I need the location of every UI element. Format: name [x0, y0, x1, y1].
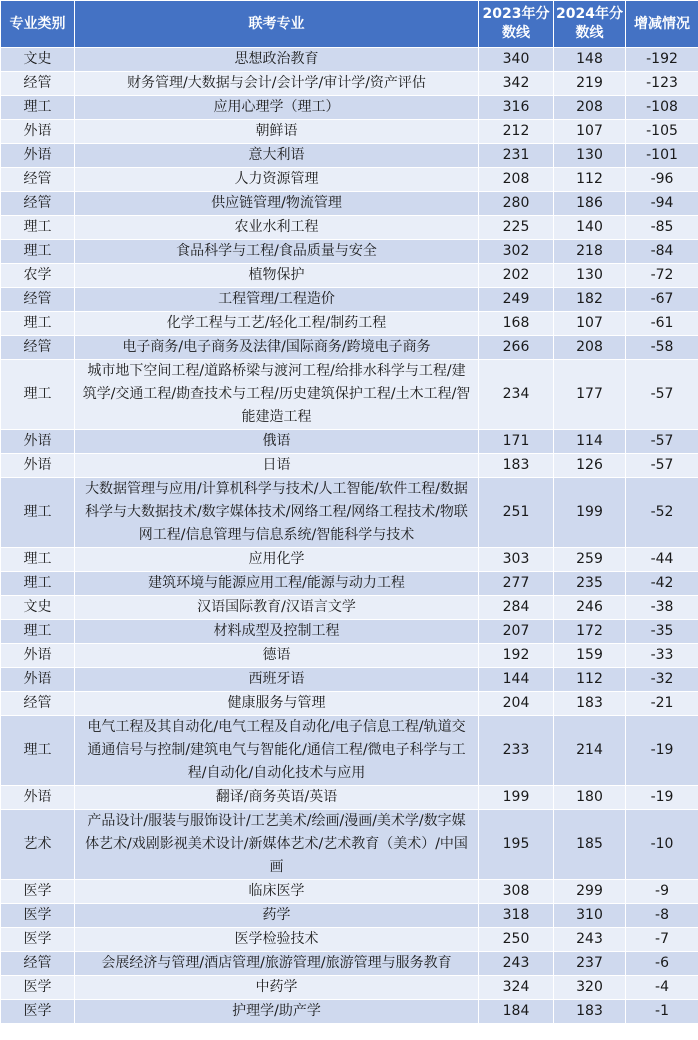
- cell-category: 外语: [1, 644, 75, 668]
- cell-category: 理工: [1, 478, 75, 548]
- cell-2024: 183: [554, 1000, 626, 1024]
- cell-2023: 233: [479, 716, 554, 786]
- cell-category: 理工: [1, 572, 75, 596]
- cell-2023: 231: [479, 144, 554, 168]
- header-change: 增减情况: [626, 1, 698, 48]
- table-row: [1, 96, 698, 120]
- cell-2023: 302: [479, 240, 554, 264]
- table-row: [1, 192, 698, 216]
- cell-2024: 235: [554, 572, 626, 596]
- cell-category: 经管: [1, 168, 75, 192]
- table-row: [1, 548, 698, 572]
- cell-change: -21: [626, 692, 698, 716]
- cell-2023: 202: [479, 264, 554, 288]
- cell-2023: 342: [479, 72, 554, 96]
- cell-category: 经管: [1, 692, 75, 716]
- table-row: [1, 810, 698, 880]
- table-row: [1, 716, 698, 786]
- cell-category: 理工: [1, 216, 75, 240]
- cell-2023: 183: [479, 454, 554, 478]
- cell-major: 材料成型及控制工程: [75, 620, 479, 644]
- cell-change: -52: [626, 478, 698, 548]
- cell-major: 西班牙语: [75, 668, 479, 692]
- cell-2024: 112: [554, 668, 626, 692]
- cell-2023: 234: [479, 360, 554, 430]
- cell-major: 翻译/商务英语/英语: [75, 786, 479, 810]
- cell-category: 医学: [1, 976, 75, 1000]
- cell-category: 经管: [1, 336, 75, 360]
- cell-2023: 208: [479, 168, 554, 192]
- header-row: [1, 1, 698, 48]
- cell-major: 日语: [75, 454, 479, 478]
- table-row: [1, 692, 698, 716]
- cell-category: 经管: [1, 952, 75, 976]
- cell-change: -42: [626, 572, 698, 596]
- cell-major: 应用心理学（理工）: [75, 96, 479, 120]
- cell-major: 药学: [75, 904, 479, 928]
- table-row: [1, 430, 698, 454]
- cell-major: 俄语: [75, 430, 479, 454]
- cell-change: -84: [626, 240, 698, 264]
- cell-2023: 251: [479, 478, 554, 548]
- cell-change: -35: [626, 620, 698, 644]
- cell-2024: 107: [554, 312, 626, 336]
- cell-change: -101: [626, 144, 698, 168]
- table-row: [1, 312, 698, 336]
- cell-2023: 284: [479, 596, 554, 620]
- cell-change: -19: [626, 786, 698, 810]
- cell-category: 理工: [1, 312, 75, 336]
- cell-category: 文史: [1, 596, 75, 620]
- cell-2024: 243: [554, 928, 626, 952]
- cell-change: -57: [626, 360, 698, 430]
- cell-major: 医学检验技术: [75, 928, 479, 952]
- cell-2023: 207: [479, 620, 554, 644]
- cell-major: 意大利语: [75, 144, 479, 168]
- cell-change: -123: [626, 72, 698, 96]
- table-body: [1, 48, 698, 1024]
- cell-2023: 212: [479, 120, 554, 144]
- cell-category: 经管: [1, 288, 75, 312]
- cell-category: 农学: [1, 264, 75, 288]
- table-row: [1, 786, 698, 810]
- cell-change: -94: [626, 192, 698, 216]
- table-row: [1, 216, 698, 240]
- cell-2024: 126: [554, 454, 626, 478]
- table-row: [1, 240, 698, 264]
- cell-change: -33: [626, 644, 698, 668]
- cell-major: 城市地下空间工程/道路桥梁与渡河工程/给排水科学与工程/建筑学/交通工程/勘查技术与工程/历史建筑保护工程/土木工程/智能建造工程: [75, 360, 479, 430]
- cell-category: 文史: [1, 48, 75, 72]
- table-row: [1, 336, 698, 360]
- cell-2024: 183: [554, 692, 626, 716]
- cell-2024: 208: [554, 336, 626, 360]
- cell-major: 产品设计/服装与服饰设计/工艺美术/绘画/漫画/美术学/数字媒体艺术/戏剧影视美术设计/新媒体艺术/艺术教育（美术）/中国画: [75, 810, 479, 880]
- cell-major: 电气工程及其自动化/电气工程及自动化/电子信息工程/轨道交通通信号与控制/建筑电气与智能化/通信工程/微电子科学与工程/自动化/自动化技术与应用: [75, 716, 479, 786]
- cell-change: -105: [626, 120, 698, 144]
- cell-2024: 159: [554, 644, 626, 668]
- cell-2023: 171: [479, 430, 554, 454]
- cell-2023: 144: [479, 668, 554, 692]
- cell-2024: 130: [554, 264, 626, 288]
- table-row: [1, 928, 698, 952]
- table-row: [1, 572, 698, 596]
- table-row: [1, 264, 698, 288]
- cell-change: -8: [626, 904, 698, 928]
- table-row: [1, 596, 698, 620]
- cell-change: -1: [626, 1000, 698, 1024]
- cell-2023: 303: [479, 548, 554, 572]
- cell-category: 艺术: [1, 810, 75, 880]
- cell-major: 电子商务/电子商务及法律/国际商务/跨境电子商务: [75, 336, 479, 360]
- cell-2024: 130: [554, 144, 626, 168]
- cell-2024: 112: [554, 168, 626, 192]
- cell-major: 财务管理/大数据与会计/会计学/审计学/资产评估: [75, 72, 479, 96]
- cell-change: -96: [626, 168, 698, 192]
- cell-2023: 192: [479, 644, 554, 668]
- table-row: [1, 478, 698, 548]
- cell-2024: 180: [554, 786, 626, 810]
- cell-change: -38: [626, 596, 698, 620]
- cell-2023: 308: [479, 880, 554, 904]
- cell-2023: 324: [479, 976, 554, 1000]
- cell-2024: 218: [554, 240, 626, 264]
- cell-major: 会展经济与管理/酒店管理/旅游管理/旅游管理与服务教育: [75, 952, 479, 976]
- table-row: [1, 976, 698, 1000]
- cell-2023: 225: [479, 216, 554, 240]
- cell-category: 理工: [1, 716, 75, 786]
- cell-change: -57: [626, 430, 698, 454]
- cell-category: 外语: [1, 430, 75, 454]
- cell-major: 食品科学与工程/食品质量与安全: [75, 240, 479, 264]
- cell-major: 供应链管理/物流管理: [75, 192, 479, 216]
- table-row: [1, 288, 698, 312]
- cell-category: 理工: [1, 620, 75, 644]
- cell-2024: 208: [554, 96, 626, 120]
- cell-2024: 172: [554, 620, 626, 644]
- cell-2024: 114: [554, 430, 626, 454]
- cell-2024: 237: [554, 952, 626, 976]
- cell-category: 医学: [1, 1000, 75, 1024]
- cell-2023: 184: [479, 1000, 554, 1024]
- header-2024: 2024年分数线: [554, 1, 626, 48]
- cell-category: 经管: [1, 192, 75, 216]
- cell-category: 医学: [1, 928, 75, 952]
- cell-change: -85: [626, 216, 698, 240]
- cell-change: -67: [626, 288, 698, 312]
- cell-major: 植物保护: [75, 264, 479, 288]
- table-row: [1, 904, 698, 928]
- cell-major: 化学工程与工艺/轻化工程/制药工程: [75, 312, 479, 336]
- cell-2024: 320: [554, 976, 626, 1000]
- cell-category: 理工: [1, 240, 75, 264]
- cell-major: 朝鲜语: [75, 120, 479, 144]
- cell-2023: 250: [479, 928, 554, 952]
- cell-change: -7: [626, 928, 698, 952]
- cell-category: 理工: [1, 360, 75, 430]
- cell-category: 理工: [1, 96, 75, 120]
- cell-category: 外语: [1, 668, 75, 692]
- cell-2024: 214: [554, 716, 626, 786]
- cell-category: 外语: [1, 454, 75, 478]
- cell-change: -9: [626, 880, 698, 904]
- cell-change: -108: [626, 96, 698, 120]
- table-row: [1, 620, 698, 644]
- cell-2023: 280: [479, 192, 554, 216]
- cell-major: 护理学/助产学: [75, 1000, 479, 1024]
- cell-2024: 182: [554, 288, 626, 312]
- cell-category: 医学: [1, 880, 75, 904]
- cell-2024: 185: [554, 810, 626, 880]
- cell-2024: 219: [554, 72, 626, 96]
- cell-2023: 243: [479, 952, 554, 976]
- cell-2024: 140: [554, 216, 626, 240]
- table-row: [1, 144, 698, 168]
- cell-major: 应用化学: [75, 548, 479, 572]
- cell-2023: 168: [479, 312, 554, 336]
- cell-change: -10: [626, 810, 698, 880]
- table-row: [1, 668, 698, 692]
- cell-category: 外语: [1, 786, 75, 810]
- cell-major: 农业水利工程: [75, 216, 479, 240]
- cell-change: -4: [626, 976, 698, 1000]
- cell-2023: 277: [479, 572, 554, 596]
- table-row: [1, 120, 698, 144]
- cell-major: 思想政治教育: [75, 48, 479, 72]
- table-row: [1, 1000, 698, 1024]
- cell-major: 健康服务与管理: [75, 692, 479, 716]
- cell-2024: 107: [554, 120, 626, 144]
- cell-2024: 199: [554, 478, 626, 548]
- cell-change: -6: [626, 952, 698, 976]
- cell-change: -192: [626, 48, 698, 72]
- cell-2023: 204: [479, 692, 554, 716]
- cell-major: 人力资源管理: [75, 168, 479, 192]
- cell-category: 医学: [1, 904, 75, 928]
- cell-change: -44: [626, 548, 698, 572]
- cell-2024: 246: [554, 596, 626, 620]
- cell-2023: 249: [479, 288, 554, 312]
- cell-2024: 186: [554, 192, 626, 216]
- table-row: [1, 880, 698, 904]
- cell-2023: 318: [479, 904, 554, 928]
- cell-category: 经管: [1, 72, 75, 96]
- cell-category: 理工: [1, 548, 75, 572]
- cell-major: 中药学: [75, 976, 479, 1000]
- cell-2024: 310: [554, 904, 626, 928]
- table-row: [1, 952, 698, 976]
- cell-major: 建筑环境与能源应用工程/能源与动力工程: [75, 572, 479, 596]
- table-row: [1, 644, 698, 668]
- cell-major: 汉语国际教育/汉语言文学: [75, 596, 479, 620]
- cell-2024: 148: [554, 48, 626, 72]
- cell-2023: 266: [479, 336, 554, 360]
- cell-change: -58: [626, 336, 698, 360]
- cell-change: -57: [626, 454, 698, 478]
- table-row: [1, 48, 698, 72]
- cell-change: -61: [626, 312, 698, 336]
- cell-2023: 316: [479, 96, 554, 120]
- header-2023: 2023年分数线: [479, 1, 554, 48]
- table-row: [1, 72, 698, 96]
- cell-2024: 259: [554, 548, 626, 572]
- cell-2023: 199: [479, 786, 554, 810]
- cell-change: -32: [626, 668, 698, 692]
- cell-2024: 299: [554, 880, 626, 904]
- cell-change: -72: [626, 264, 698, 288]
- table-row: [1, 360, 698, 430]
- cell-major: 工程管理/工程造价: [75, 288, 479, 312]
- cell-major: 德语: [75, 644, 479, 668]
- cell-change: -19: [626, 716, 698, 786]
- header-major: 联考专业: [75, 1, 479, 48]
- cell-major: 大数据管理与应用/计算机科学与技术/人工智能/软件工程/数据科学与大数据技术/数字媒体技术/网络工程/网络工程技术/物联网工程/信息管理与信息系统/智能科学与技术: [75, 478, 479, 548]
- table-row: [1, 454, 698, 478]
- cell-2023: 340: [479, 48, 554, 72]
- header-category: 专业类别: [1, 1, 75, 48]
- table-row: [1, 168, 698, 192]
- cell-2024: 177: [554, 360, 626, 430]
- cell-category: 外语: [1, 120, 75, 144]
- cell-major: 临床医学: [75, 880, 479, 904]
- cell-category: 外语: [1, 144, 75, 168]
- cell-2023: 195: [479, 810, 554, 880]
